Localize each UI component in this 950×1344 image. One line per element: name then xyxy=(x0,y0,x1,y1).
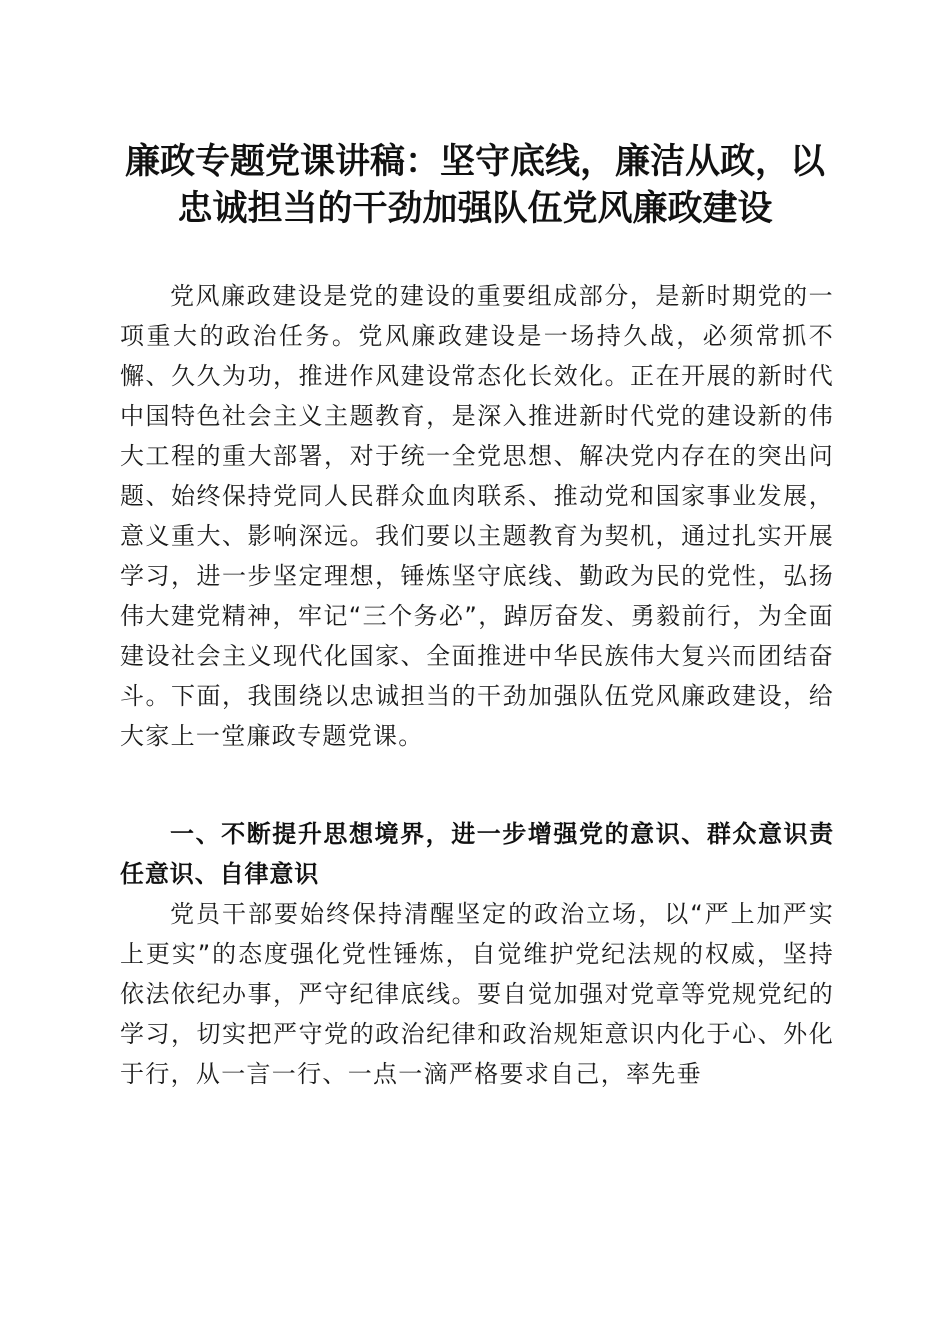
document-title: 廉政专题党课讲稿：坚守底线，廉洁从政，以忠诚担当的干劲加强队伍党风廉政建设 xyxy=(124,141,825,229)
intro-paragraph: 党风廉政建设是党的建设的重要组成部分，是新时期党的一项重大的政治任务。党风廉政建设是一场持久战，必须常抓不懈、久久为功，推进作风建设常态化长效化。正在开展的新时代中国特色社会主义主题教育，是深入推进新时代党的建设新的伟大工程的重大部署，对于统一全党思想、解决党内存在的突出问题、始终保持党同人民群众血肉联系、推动党和国家事业发展，意义重大、影响深远。我们要以主题教育为契机，通过扎实开展学习，进一步坚定理想，锤炼坚守底线、勤政为民的党性，弘扬伟大建党精神，牢记“三个务必”，踔厉奋发、勇毅前行，为全面建设社会主义现代化国家、全面推进中华民族伟大复兴而团结奋斗。下面，我围绕以忠诚担当的干劲加强队伍党风廉政建设，给大家上一堂廉政专题党课。 xyxy=(120,282,834,750)
section-1-paragraph: 党员干部要始终保持清醒坚定的政治立场，以“严上加严实上更实”的态度强化党性锤炼，自觉维护党纪法规的权威，坚持依法依纪办事，严守纪律底线。要自觉加强对党章等党规党纪的学习，切实把严守党的政治纪律和政治规矩意识内化于心、外化于行，从一言一行、一点一滴严格要求自己，率先垂 xyxy=(120,900,834,1088)
section-heading-1: 一、不断提升思想境界，进一步增强党的意识、群众意识责任意识、自律意识 xyxy=(120,820,834,888)
